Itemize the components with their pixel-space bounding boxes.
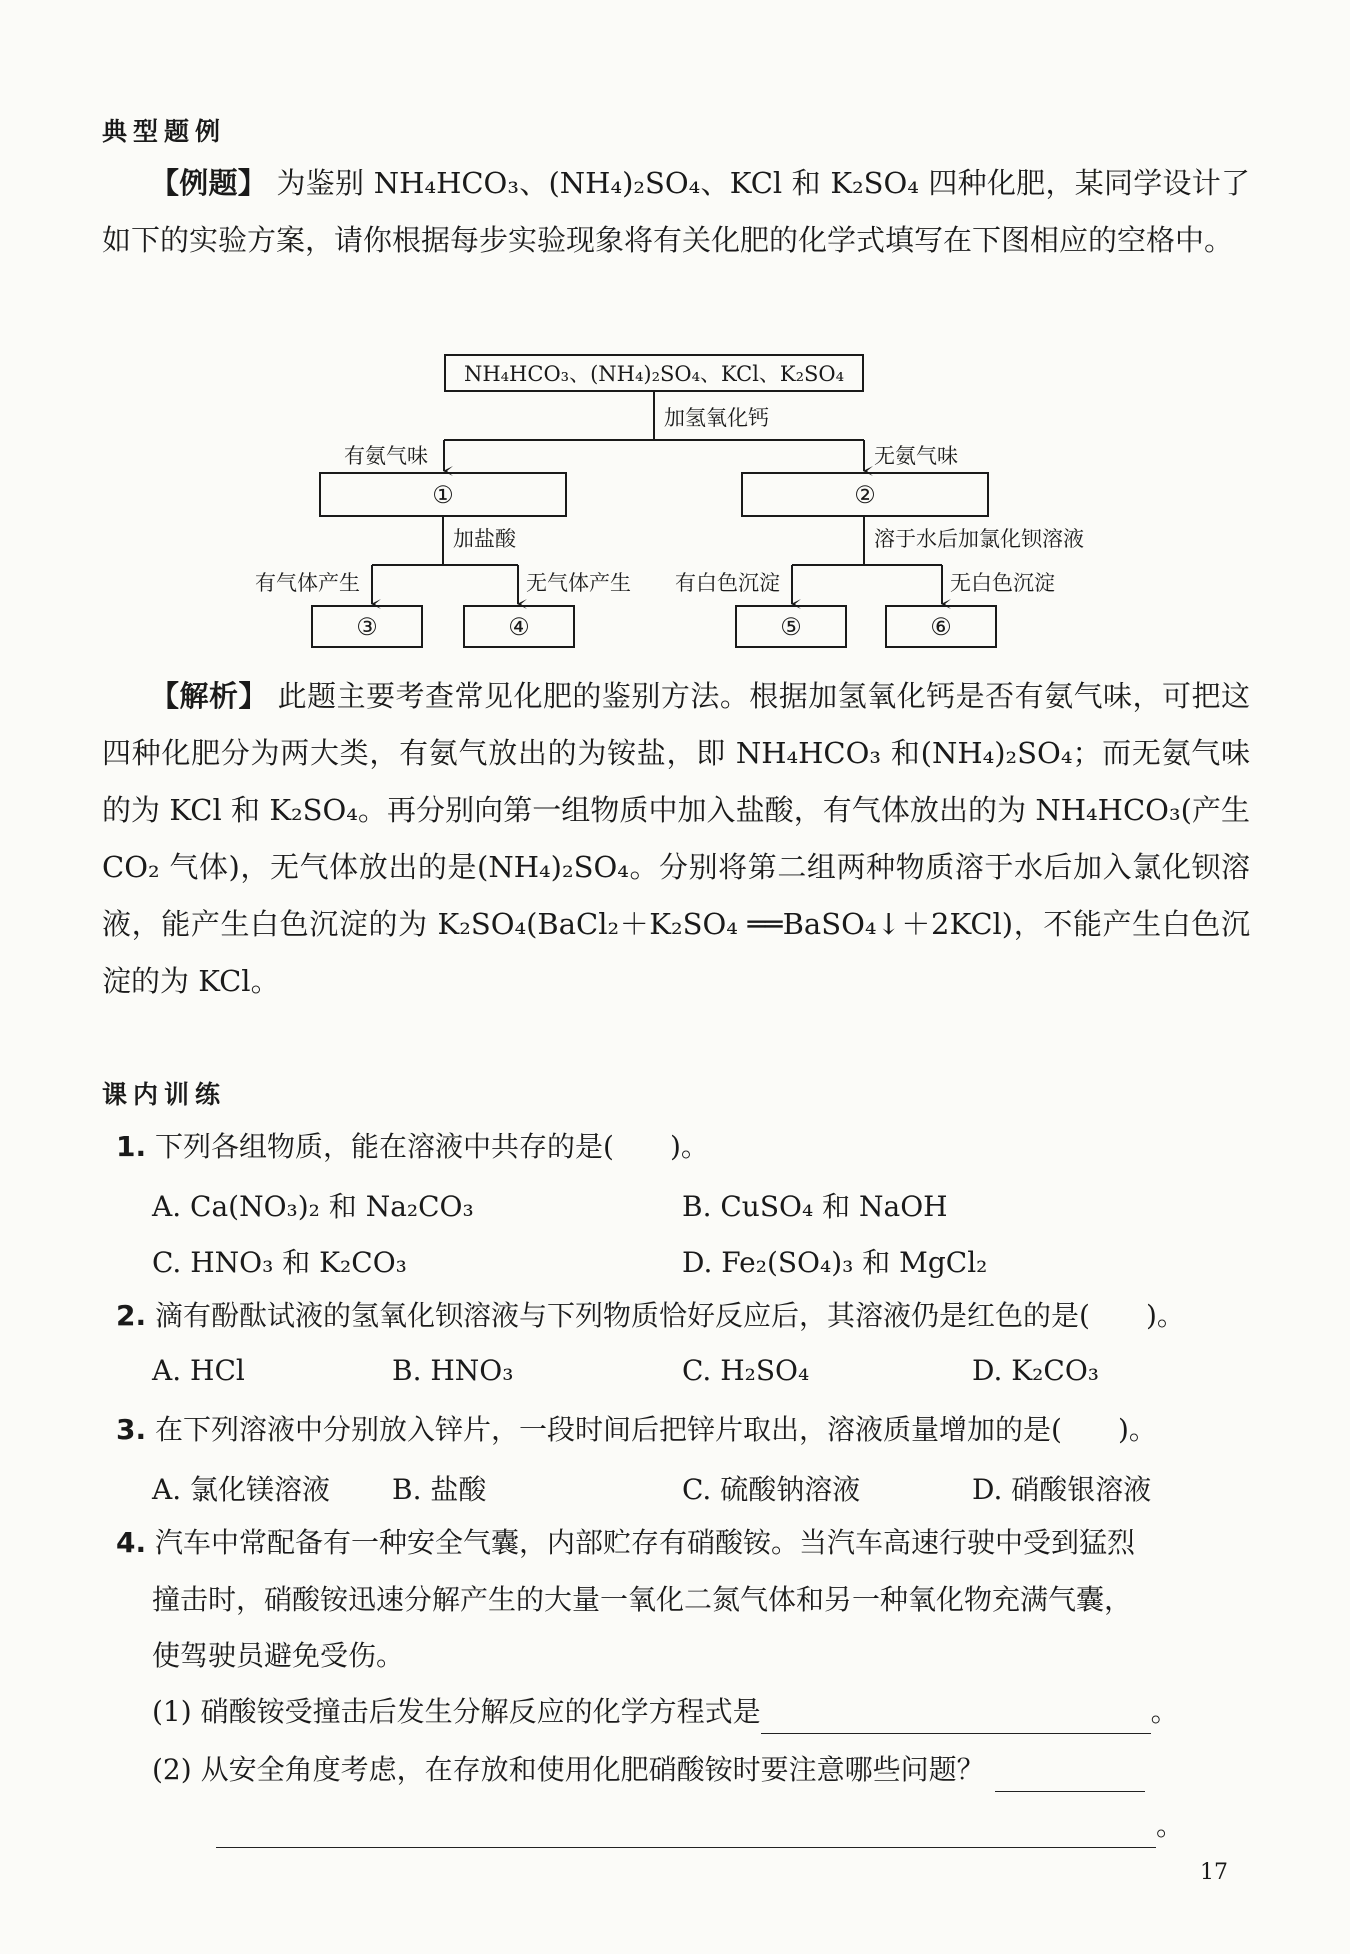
q4-stem-line2: 撞击时，硝酸铵迅速分解产生的大量一氧化二氮气体和另一种氧化物充满气囊， (152, 1583, 1133, 1616)
analysis-text: 此题主要考查常见化肥的鉴别方法。根据加氢氧化钙是否有氨气味，可把这四种化肥分为两大类，有氨气放出的为铵盐，即 NH₄HCO₃ 和(NH₄)₂SO₄；而无氨气味的为 KCl 和 K₂SO₄。再分别向第一组物质中加入盐酸，有气体放出的为 NH₄HCO₃(产生 CO₂ 气体)，无气体放出的是(NH₄)₂SO₄。分别将第二组两种物质溶于水后加入氯化钡溶液，能产生白色沉淀的为 K₂SO₄(BaCl₂＋K₂SO₄ ══BaSO₄↓＋2KCl)，不能产生白色沉淀的为 KCl。 (102, 679, 1250, 998)
step2-left-label: 加盐酸 (453, 527, 516, 551)
q3-option-a: A. 氯化镁溶液 (152, 1473, 331, 1506)
q2-stem: 滴有酚酞试液的氢氧化钡溶液与下列物质恰好反应后，其溶液仍是红色的是( )。 (155, 1299, 1185, 1332)
q4-stem-line3: 使驾驶员避免受伤。 (152, 1639, 405, 1672)
lr-branch-label: 无气体产生 (526, 571, 631, 595)
q4-sub1 (152, 1690, 1179, 1734)
q1-number: 1. (116, 1130, 147, 1163)
analysis-label: 【解析】 (150, 679, 268, 713)
q4-sub2 (152, 1748, 1145, 1792)
analysis (102, 668, 1250, 1010)
q3-option-d: D. 硝酸银溶液 (972, 1473, 1152, 1506)
example-heading: 典型题例 (102, 117, 227, 146)
q2-option-a: A. HCl (152, 1354, 245, 1387)
left-branch-label: 有氨气味 (344, 444, 428, 468)
q4-sub1-end: 。 (1150, 1695, 1179, 1728)
q3-stem: 在下列溶液中分别放入锌片，一段时间后把锌片取出，溶液质量增加的是( )。 (155, 1413, 1157, 1446)
flowchart (0, 0, 1350, 700)
q2-option-b: B. HNO₃ (392, 1354, 514, 1387)
q1-option-b: B. CuSO₄ 和 NaOH (682, 1190, 948, 1223)
box-4-text: ④ (508, 613, 530, 641)
q2-option-c: C. H₂SO₄ (682, 1354, 810, 1387)
q4-sub2-answer-blank-line1[interactable] (995, 1761, 1145, 1792)
q3-option-c: C. 硫酸钠溶液 (682, 1473, 861, 1506)
q2-number: 2. (116, 1299, 147, 1332)
rr-branch-label: 无白色沉淀 (950, 571, 1055, 595)
box-2-text: ② (854, 481, 876, 509)
q4-sub1-number: (1) (152, 1695, 192, 1728)
question-1 (116, 1125, 709, 1169)
box-5-text: ⑤ (780, 613, 802, 641)
q4-stem-line1: 汽车中常配备有一种安全气囊，内部贮存有硝酸铵。当汽车高速行驶中受到猛烈 (155, 1526, 1136, 1559)
box-6-text: ⑥ (930, 613, 952, 641)
question-text: 为鉴别 NH₄HCO₃、(NH₄)₂SO₄、KCl 和 K₂SO₄ 四种化肥，某同学设计了如下的实验方案，请你根据每步实验现象将有关化肥的化学式填写在下图相应的空格中。 (102, 166, 1250, 257)
question-label: 【例题】 (150, 166, 268, 200)
q4-sub2-number: (2) (152, 1753, 192, 1786)
rl-branch-label: 有白色沉淀 (675, 571, 780, 595)
q1-option-c: C. HNO₃ 和 K₂CO₃ (152, 1246, 407, 1279)
question-4 (116, 1521, 1135, 1565)
q1-option-d: D. Fe₂(SO₄)₃ 和 MgCl₂ (682, 1246, 988, 1279)
practice-heading: 课内训练 (102, 1080, 227, 1109)
question-3 (116, 1408, 1157, 1452)
right-branch-label: 无氨气味 (874, 444, 958, 468)
top-box-text: NH₄HCO₃、(NH₄)₂SO₄、KCl、K₂SO₄ (463, 362, 845, 386)
q1-option-a: A. Ca(NO₃)₂ 和 Na₂CO₃ (152, 1190, 474, 1223)
q4-sub2-line2 (216, 1804, 1184, 1848)
question-2 (116, 1294, 1185, 1338)
q4-sub2-text: 从安全角度考虑，在存放和使用化肥硝酸铵时要注意哪些问题？ (200, 1753, 985, 1786)
q3-number: 3. (116, 1413, 147, 1446)
q1-stem: 下列各组物质，能在溶液中共存的是( )。 (155, 1130, 709, 1163)
q4-sub2-end: 。 (1156, 1809, 1185, 1842)
ll-branch-label: 有气体产生 (255, 571, 360, 595)
step2-right-label: 溶于水后加氯化钡溶液 (874, 527, 1084, 551)
box-3-text: ③ (356, 613, 378, 641)
q4-sub2-answer-blank-line2[interactable] (216, 1817, 1156, 1848)
step1-label: 加氢氧化钙 (664, 406, 769, 430)
q3-option-b: B. 盐酸 (392, 1473, 487, 1506)
q2-option-d: D. K₂CO₃ (972, 1354, 1099, 1387)
box-1-text: ① (432, 481, 454, 509)
q4-number: 4. (116, 1526, 147, 1559)
page-number: 17 (1200, 1860, 1228, 1885)
q4-sub1-text: 硝酸铵受撞击后发生分解反应的化学方程式是 (200, 1695, 761, 1728)
q4-sub1-answer-blank[interactable] (761, 1703, 1151, 1734)
